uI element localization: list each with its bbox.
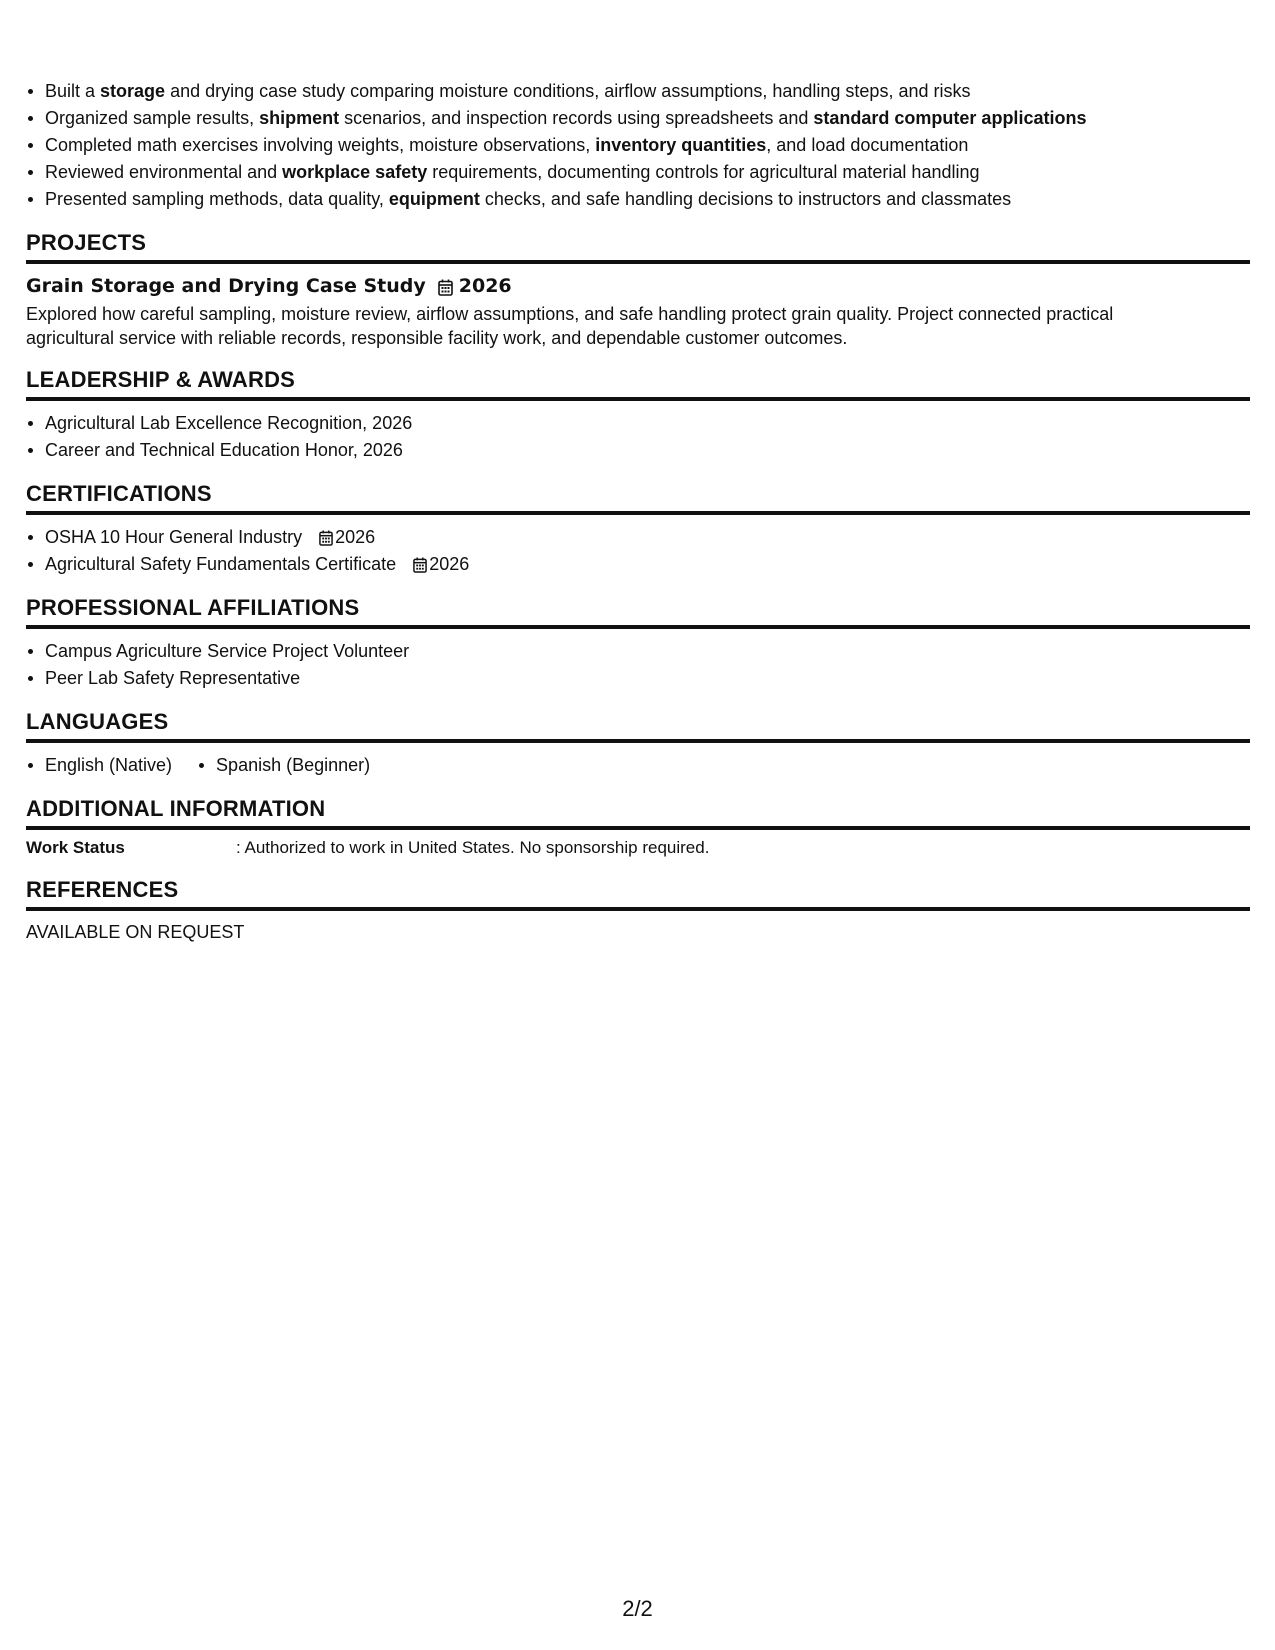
affiliations-list bbox=[26, 638, 1250, 692]
section-heading-certifications: CERTIFICATIONS bbox=[26, 464, 1250, 515]
affiliation-item: Campus Agriculture Service Project Volunteer bbox=[45, 638, 1250, 665]
certification-date bbox=[319, 527, 375, 547]
award-item: Career and Technical Education Honor, 2026 bbox=[45, 437, 1250, 464]
section-heading-languages: LANGUAGES bbox=[26, 692, 1250, 743]
leadership-body bbox=[26, 401, 1250, 464]
project-year: 2026 bbox=[458, 275, 512, 297]
work-status-value: : Authorized to work in United States. No sponsorship required. bbox=[236, 838, 710, 857]
certification-name: OSHA 10 Hour General Industry bbox=[45, 527, 303, 547]
bold-keyword: storage bbox=[100, 81, 166, 101]
certifications-list bbox=[26, 524, 1250, 578]
certification-date bbox=[413, 554, 469, 574]
references-text: AVAILABLE ON REQUEST bbox=[26, 922, 245, 942]
experience-bullet: Presented sampling methods, data quality, equipment checks, and safe handling decisions to instructors and classmates bbox=[45, 186, 1250, 213]
bold-keyword: equipment bbox=[388, 189, 480, 209]
section-heading-references: REFERENCES bbox=[26, 860, 1250, 911]
certifications-body bbox=[26, 515, 1250, 578]
references-section bbox=[26, 860, 1250, 945]
experience-bullet: Completed math exercises involving weights, moisture observations, inventory quantities, and load documentation bbox=[45, 132, 1250, 159]
certification-item bbox=[45, 551, 1250, 578]
affiliations-section bbox=[26, 578, 1250, 692]
projects-body bbox=[26, 264, 1250, 350]
bold-keyword: inventory quantities bbox=[595, 135, 767, 155]
language-item: Spanish (Beginner) bbox=[216, 752, 370, 779]
additional-info-section bbox=[26, 779, 1250, 860]
certification-name: Agricultural Safety Fundamentals Certificate bbox=[45, 554, 397, 574]
project-description: Explored how careful sampling, moisture review, airflow assumptions, and safe handling protect grain quality. Project connected practical agricultural service with reliable records, responsible facility work, and dependable customer outcomes. bbox=[26, 304, 1114, 348]
calendar-icon bbox=[413, 557, 426, 572]
bold-keyword: shipment bbox=[259, 108, 340, 128]
experience-bullet-list bbox=[26, 78, 1250, 213]
section-heading-leadership: LEADERSHIP & AWARDS bbox=[26, 350, 1250, 401]
work-status-row bbox=[26, 830, 1250, 860]
bold-keyword: standard computer applications bbox=[813, 108, 1087, 128]
section-heading-additional-info: ADDITIONAL INFORMATION bbox=[26, 779, 1250, 830]
calendar-icon bbox=[319, 530, 332, 545]
certification-year: 2026 bbox=[429, 554, 470, 574]
language-item: English (Native) bbox=[45, 752, 172, 779]
languages-section bbox=[26, 692, 1250, 779]
languages-list bbox=[26, 752, 1250, 779]
experience-bullet: Reviewed environmental and workplace safety requirements, documenting controls for agricultural material handling bbox=[45, 159, 1250, 186]
page-number: 2/2 bbox=[622, 1596, 653, 1621]
leadership-list bbox=[26, 410, 1250, 464]
section-heading-affiliations: PROFESSIONAL AFFILIATIONS bbox=[26, 578, 1250, 629]
certifications-section bbox=[26, 464, 1250, 578]
work-status-label: Work Status bbox=[26, 838, 125, 857]
calendar-icon bbox=[438, 279, 451, 294]
languages-body bbox=[26, 743, 1250, 779]
affiliations-body bbox=[26, 629, 1250, 692]
project-title: Grain Storage and Drying Case Study bbox=[26, 275, 426, 297]
resume-page bbox=[26, 78, 1250, 945]
certification-year: 2026 bbox=[335, 527, 376, 547]
projects-section bbox=[26, 213, 1250, 350]
experience-bullet: Organized sample results, shipment scenarios, and inspection records using spreadsheets and standard computer applications bbox=[45, 105, 1250, 132]
affiliation-item: Peer Lab Safety Representative bbox=[45, 665, 1250, 692]
certification-item bbox=[45, 524, 1250, 551]
leadership-section bbox=[26, 350, 1250, 464]
section-heading-projects: PROJECTS bbox=[26, 213, 1250, 264]
bold-keyword: workplace safety bbox=[282, 162, 428, 182]
award-item: Agricultural Lab Excellence Recognition, 2026 bbox=[45, 410, 1250, 437]
project-header bbox=[26, 273, 1250, 299]
experience-bullet: Built a storage and drying case study comparing moisture conditions, airflow assumptions, handling steps, and risks bbox=[45, 78, 1250, 105]
